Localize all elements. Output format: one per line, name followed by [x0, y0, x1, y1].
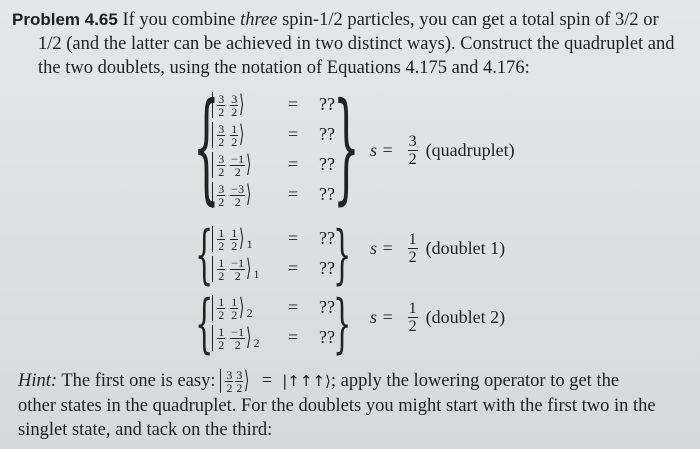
- doublet2-unknown: ??: [319, 297, 335, 317]
- quadruplet-unknown: ??: [319, 154, 335, 174]
- quadruplet-ket: $\frac{3}{2}$ $\frac{-1}{2}$ ⟩: [212, 150, 253, 180]
- quadruplet-spin-value: s = $\frac{3}{2}$ (quadruplet): [370, 133, 515, 168]
- hint-line-3: singlet state, and tack on the third:: [18, 420, 273, 440]
- quadruplet-equals: =: [288, 154, 299, 174]
- quadruplet-equals: =: [288, 124, 299, 144]
- quadruplet-equals: =: [288, 94, 299, 114]
- doublet1-spin-value: s = $\frac{1}{2}$ (doublet 1): [370, 231, 506, 266]
- quadruplet-unknown: ??: [319, 94, 335, 114]
- doublet2-equals: =: [288, 297, 299, 317]
- doublet1-equals: =: [288, 228, 299, 248]
- hint-line-2: other states in the quadruplet. For the doublets you might start with the first two in the: [18, 396, 656, 416]
- left-brace-doublet2: {: [195, 287, 214, 361]
- hint-ket: $\frac{3}{2}$ $\frac{3}{2}$ ⟩: [220, 368, 252, 394]
- quadruplet-equals: =: [288, 184, 299, 204]
- problem-line-1: Problem 4.65 If you combine three spin-1/2 particles, you can get a total spin of 3/2 or: [12, 10, 659, 30]
- doublet2-equals: =: [288, 327, 299, 347]
- quadruplet-ket: $\frac{3}{2}$ $\frac{-3}{2}$ ⟩: [212, 180, 253, 210]
- hint-label: Hint:: [18, 371, 58, 391]
- doublet1-unknown: ??: [319, 258, 335, 278]
- doublet2-ket: $\frac{1}{2}$ $\frac{1}{2}$ ⟩ 2: [212, 293, 253, 323]
- doublet1-name: (doublet 1): [425, 238, 506, 258]
- quadruplet-unknown: ??: [319, 124, 335, 144]
- problem-label: Problem 4.65: [12, 10, 118, 29]
- left-brace-quadruplet: {: [193, 78, 220, 217]
- doublet2-spin-value: s = $\frac{1}{2}$ (doublet 2): [370, 300, 506, 335]
- quadruplet-ket: $\frac{3}{2}$ $\frac{1}{2}$ ⟩: [212, 120, 247, 150]
- left-brace-doublet1: {: [195, 218, 214, 292]
- right-brace-doublet1: }: [333, 218, 352, 292]
- problem-line-2: 1/2 (and the latter can be achieved in two distinct ways). Construct the quadruplet and: [38, 34, 675, 54]
- doublet2-unknown: ??: [319, 327, 335, 347]
- doublet1-ket: $\frac{1}{2}$ $\frac{1}{2}$ ⟩ 1: [212, 224, 253, 254]
- doublet2-ket: $\frac{1}{2}$ $\frac{-1}{2}$ ⟩ 2: [212, 323, 259, 353]
- right-brace-doublet2: }: [333, 287, 352, 361]
- doublet1-unknown: ??: [319, 228, 335, 248]
- problem-line-3: the two doublets, using the notation of Equations 4.175 and 4.176:: [38, 58, 530, 78]
- doublet1-equals: =: [288, 258, 299, 278]
- quadruplet-ket: $\frac{3}{2}$ $\frac{3}{2}$ ⟩: [212, 90, 247, 120]
- quadruplet-name: (quadruplet): [425, 140, 515, 160]
- doublet2-name: (doublet 2): [425, 307, 506, 327]
- doublet1-ket: $\frac{1}{2}$ $\frac{-1}{2}$ ⟩ 1: [212, 254, 259, 284]
- spin-up-arrows: |↑↑↑⟩: [282, 372, 331, 390]
- right-brace-quadruplet: }: [333, 78, 360, 217]
- quadruplet-unknown: ??: [319, 184, 335, 204]
- hint-line-1: Hint: The first one is easy: $\frac{3}{2}$ $\frac{3}{2}$ ⟩ = |↑↑↑⟩ ; apply the lowering operator to get the: [18, 367, 620, 395]
